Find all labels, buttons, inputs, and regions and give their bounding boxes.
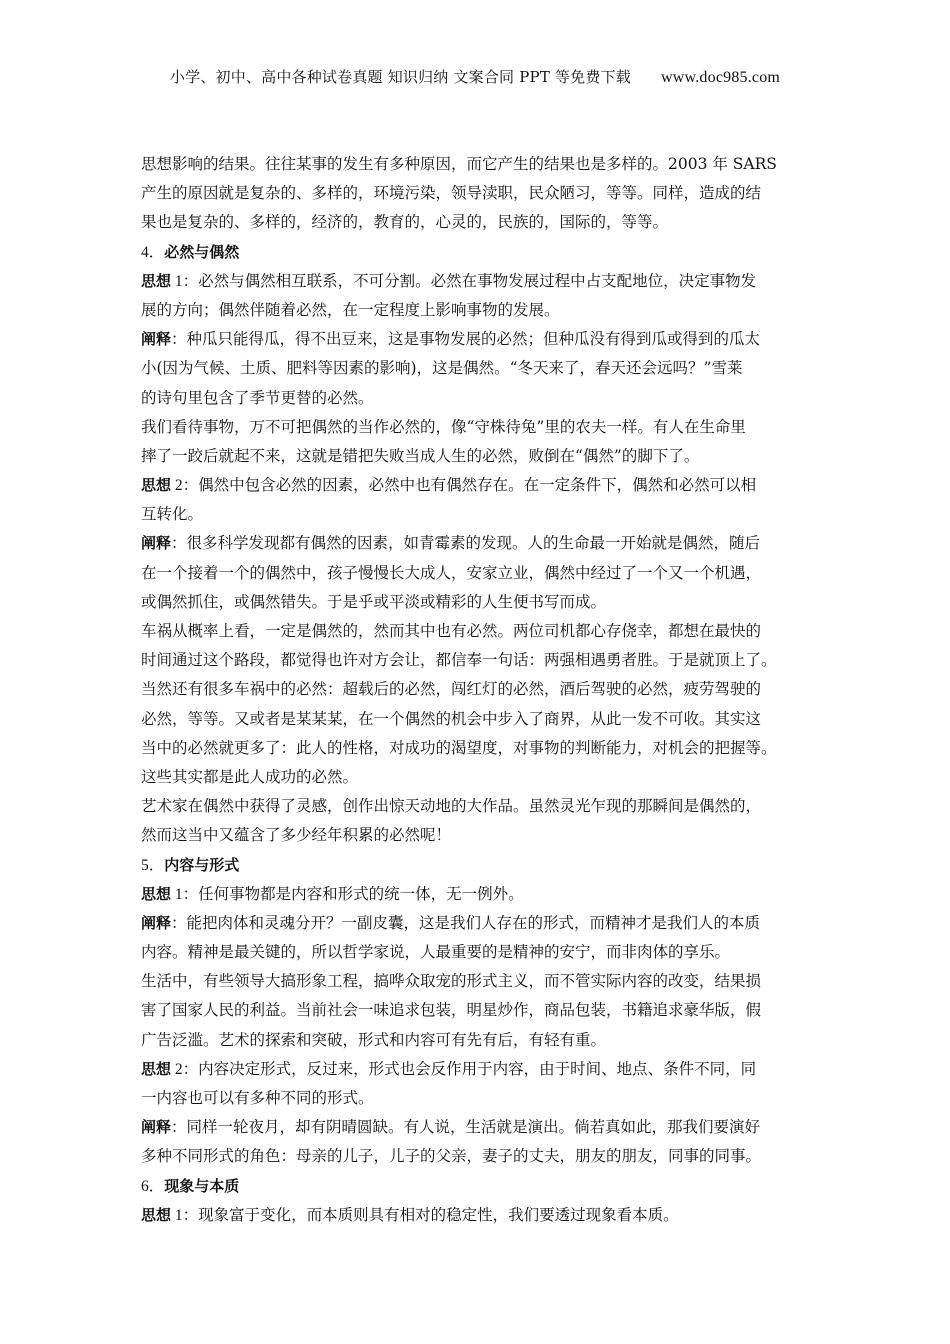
text-line: 思想影响的结果。往往某事的发生有多种原因，而它产生的结果也是多样的。2003 年 SARS bbox=[141, 155, 777, 173]
section-number: 4． bbox=[141, 243, 165, 261]
section-number: 6． bbox=[141, 1177, 165, 1195]
label-number: ： bbox=[171, 535, 187, 553]
text-line: 一内容也可以有多种不同的形式。 bbox=[141, 1089, 374, 1107]
text-line: 害了国家人民的利益。当前社会一味追求包装，明星炒作，商品包装，书籍追求豪华版，假 bbox=[141, 1001, 762, 1020]
label-number: 2： bbox=[171, 477, 199, 495]
text-line: 这些其实都是此人成功的必然。 bbox=[141, 767, 359, 786]
page-header bbox=[0, 66, 950, 87]
paragraph-text: 同样一轮夜月，却有阴晴圆缺。有人说，生活就是演出。倘若真如此，那我们要演好 bbox=[186, 1118, 761, 1137]
labeled-paragraph-line bbox=[141, 1113, 821, 1142]
paragraph-label: 阐释 bbox=[141, 1118, 172, 1137]
label-number: 1： bbox=[171, 272, 199, 290]
paragraph-label: 思想 bbox=[141, 1059, 172, 1078]
labeled-paragraph-line bbox=[141, 267, 821, 296]
paragraph-text: 偶然中包含必然的因素，必然中也有偶然存在。在一定条件下，偶然和必然可以相 bbox=[198, 476, 757, 495]
label-number: 2： bbox=[171, 1060, 199, 1078]
label-number: 1： bbox=[171, 1206, 199, 1224]
text-line: 或偶然抓住，或偶然错失。于是乎或平淡或精彩的人生便书写而成。 bbox=[141, 592, 607, 611]
text-line: 我们看待事物，万不可把偶然的当作必然的，像“守株待兔”里的农夫一样。有人在生命里 bbox=[141, 417, 746, 436]
text-line: 产生的原因就是复杂的、多样的，环境污染，领导渎职，民众陋习，等等。同样，造成的结 bbox=[141, 184, 762, 203]
paragraph-label: 阐释 bbox=[141, 534, 172, 553]
label-number: 1： bbox=[171, 885, 199, 903]
labeled-paragraph-line bbox=[141, 1055, 821, 1084]
text-line: 的诗句里包含了季节更替的必然。 bbox=[141, 388, 374, 407]
paragraph-text: 很多科学发现都有偶然的因素，如青霉素的发现。人的生命最一开始就是偶然，随后 bbox=[186, 534, 761, 553]
text-line: 互转化。 bbox=[141, 505, 204, 524]
labeled-paragraph-line bbox=[141, 880, 821, 909]
paragraph-text: 必然与偶然相互联系，不可分割。必然在事物发展过程中占支配地位，决定事物发 bbox=[198, 271, 757, 290]
labeled-paragraph-line bbox=[141, 909, 821, 938]
text-line: 生活中，有些领导大搞形象工程，搞哗众取宠的形式主义，而不管实际内容的改变，结果损 bbox=[141, 972, 762, 991]
paragraph-text: 能把肉体和灵魂分开？一副皮囊，这是我们人存在的形式，而精神才是我们人的本质 bbox=[186, 913, 761, 932]
paragraph-text: 现象富于变化，而本质则具有相对的稳定性，我们要透过现象看本质。 bbox=[198, 1205, 679, 1224]
text-line: 然而这当中又蕴含了多少经年积累的必然呢！ bbox=[141, 826, 452, 845]
label-number: ： bbox=[171, 331, 187, 349]
section-heading bbox=[141, 1172, 821, 1201]
paragraph-label: 思想 bbox=[141, 1205, 172, 1224]
paragraph-text: 内容决定形式，反过来，形式也会反作用于内容，由于时间、地点、条件不同，同 bbox=[198, 1059, 757, 1078]
paragraph-text: 种瓜只能得瓜，得不出豆来，这是事物发展的必然；但种瓜没有得到瓜或得到的瓜太 bbox=[186, 330, 761, 349]
paragraph-label: 思想 bbox=[141, 884, 172, 903]
labeled-paragraph-line bbox=[141, 471, 821, 500]
document-body bbox=[141, 150, 821, 1230]
text-line: 当中的必然就更多了：此人的性格，对成功的渴望度，对事物的判断能力，对机会的把握等。 bbox=[141, 738, 777, 757]
text-line: 在一个接着一个的偶然中，孩子慢慢长大成人，安家立业，偶然中经过了一个又一个机遇， bbox=[141, 563, 762, 582]
paragraph-text: 任何事物都是内容和形式的统一体，无一例外。 bbox=[198, 884, 524, 903]
text-line: 必然，等等。又或者是某某某，在一个偶然的机会中步入了商界，从此一发不可收。其实这 bbox=[141, 709, 762, 728]
text-line: 广告泛滥。艺术的探索和突破，形式和内容可有先有后，有轻有重。 bbox=[141, 1030, 607, 1049]
header-text: 小学、初中、高中各种试卷真题 知识归纳 文案合同 PPT 等免费下载 bbox=[169, 68, 631, 86]
section-title: 必然与偶然 bbox=[164, 242, 240, 261]
paragraph-label: 思想 bbox=[141, 271, 172, 290]
text-line: 时间通过这个路段，都觉得也许对方会让，都信奉一句话：两强相遇勇者胜。于是就顶上了。 bbox=[141, 651, 777, 670]
section-title: 内容与形式 bbox=[164, 855, 240, 874]
section-heading bbox=[141, 851, 821, 880]
text-line: 小(因为气候、土质、肥料等因素的影响)，这是偶然。“冬天来了，春天还会远吗？”雪莱 bbox=[141, 359, 743, 378]
header-site-link[interactable]: www.doc985.com bbox=[661, 69, 781, 86]
text-line: 果也是复杂的、多样的，经济的，教育的，心灵的，民族的，国际的，等等。 bbox=[141, 213, 669, 232]
labeled-paragraph-line bbox=[141, 325, 821, 354]
section-heading bbox=[141, 238, 821, 267]
text-line: 多种不同形式的角色：母亲的儿子，儿子的父亲，妻子的丈夫，朋友的朋友，同事的同事。 bbox=[141, 1147, 762, 1166]
text-line: 车祸从概率上看，一定是偶然的，然而其中也有必然。两位司机都心存侥幸，都想在最快的 bbox=[141, 622, 762, 640]
text-line: 当然还有很多车祸中的必然：超载后的必然，闯红灯的必然，酒后驾驶的必然，疲劳驾驶的 bbox=[141, 680, 762, 699]
text-line: 展的方向；偶然伴随着必然，在一定程度上影响事物的发展。 bbox=[141, 300, 560, 319]
text-line: 摔了一跤后就起不来，这就是错把失败当成人生的必然，败倒在“偶然”的脚下了。 bbox=[141, 446, 700, 465]
paragraph-label: 阐释 bbox=[141, 913, 172, 932]
section-number: 5． bbox=[141, 856, 165, 874]
text-line: 艺术家在偶然中获得了灵感，创作出惊天动地的大作品。虽然灵光乍现的那瞬间是偶然的， bbox=[141, 797, 762, 816]
labeled-paragraph-line bbox=[141, 529, 821, 558]
paragraph-label: 思想 bbox=[141, 476, 172, 495]
labeled-paragraph-line bbox=[141, 1201, 821, 1230]
section-title: 现象与本质 bbox=[164, 1176, 240, 1195]
paragraph-label: 阐释 bbox=[141, 330, 172, 349]
label-number: ： bbox=[171, 914, 187, 932]
label-number: ： bbox=[171, 1119, 187, 1137]
text-line: 内容。精神是最关键的，所以哲学家说，人最重要的是精神的安宁，而非肉体的享乐。 bbox=[141, 943, 731, 962]
